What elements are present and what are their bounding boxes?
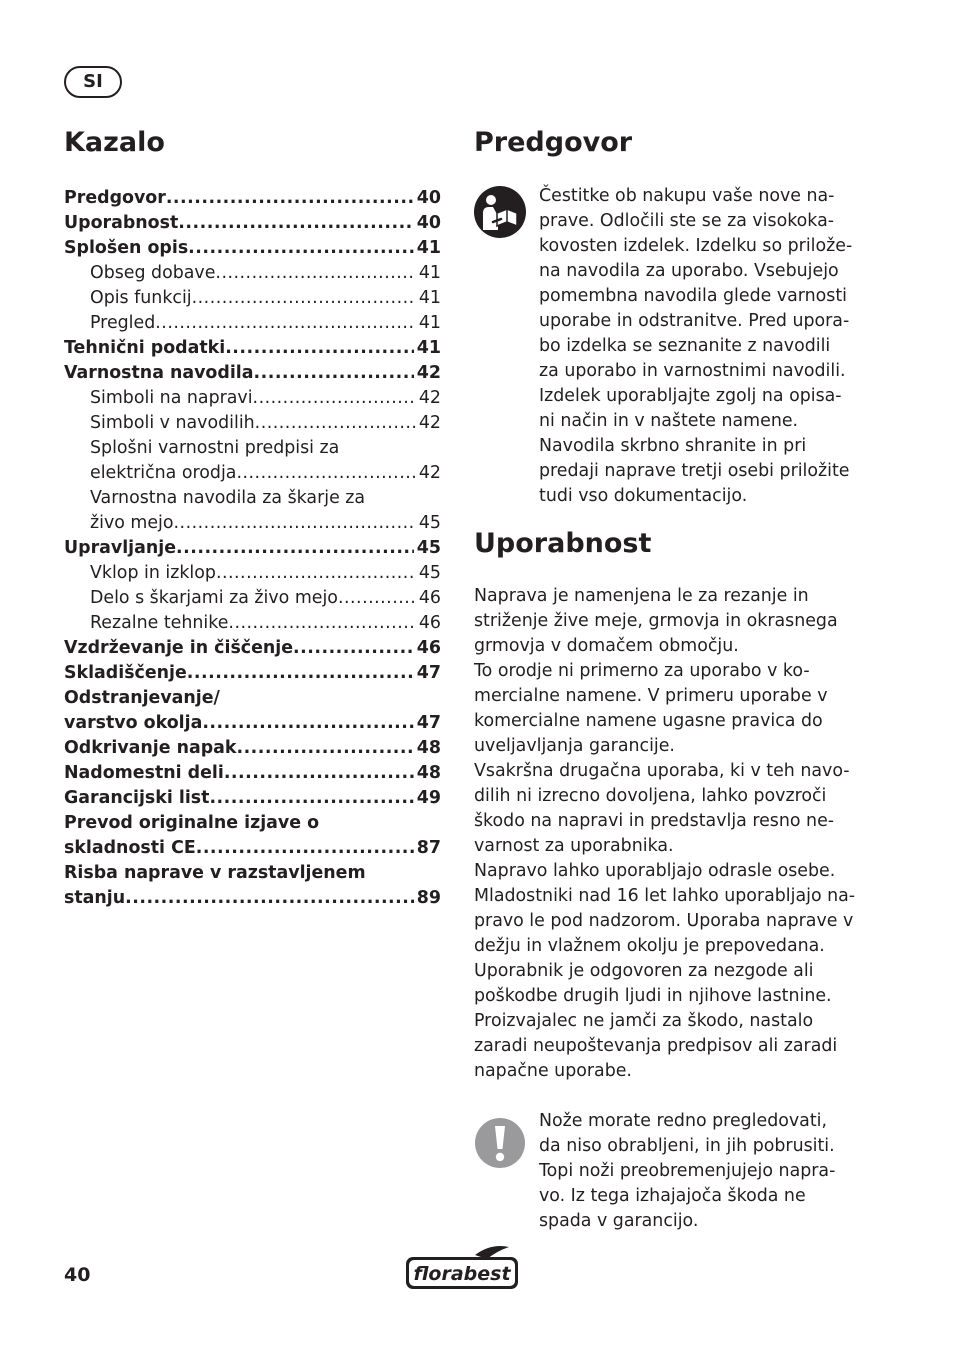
toc-entry (64, 333, 441, 358)
toc-entry-label: varstvo okolja (64, 713, 203, 733)
text-line: pomembna navodila glede varnosti (539, 286, 848, 306)
text-line: kovosten izdelek. Izdelku so prilože- (539, 236, 853, 256)
toc-entry (64, 183, 441, 208)
toc-leader-dots (155, 313, 416, 333)
toc-entry-page: 89 (416, 888, 441, 908)
toc-entry (64, 258, 441, 283)
text-line: komercialne namene ugasne pravica do (474, 711, 823, 731)
toc-entry-page: 41 (418, 263, 441, 283)
toc-entry (64, 583, 441, 608)
text-line: Vsakršna drugačna uporaba, ki v teh navo- (474, 761, 850, 781)
toc-entry-page: 46 (418, 613, 441, 633)
toc-entry-label: Odstranjevanje/ (64, 688, 220, 708)
toc-leader-dots (125, 888, 414, 908)
toc-entry-label: Simboli v navodilih (90, 413, 255, 433)
toc-entry (64, 758, 441, 783)
toc-entry-page: 47 (416, 663, 441, 683)
toc-entry (64, 833, 441, 858)
toc-entry-label: Obseg dobave (90, 263, 216, 283)
text-line: striženje žive meje, grmovja in okrasnega (474, 611, 838, 631)
text-line: pravo le pod nadzorom. Uporaba naprave v (474, 911, 854, 931)
toc-entry-page: 49 (416, 788, 441, 808)
toc-entry-label: Varnostna navodila za škarje za (90, 488, 366, 508)
florabest-logo (405, 1245, 519, 1291)
warning-text (539, 1109, 835, 1234)
toc-leader-dots (293, 638, 414, 658)
toc-entry (64, 608, 441, 633)
toc-entry-page: 47 (416, 713, 441, 733)
text-line: Navodila skrbno shranite in pri (539, 436, 807, 456)
toc-leader-dots (255, 413, 416, 433)
toc-entry-label: Upravljanje (64, 538, 177, 558)
toc-leader-dots (176, 538, 414, 558)
toc-entry (64, 533, 441, 558)
toc-entry-page: 42 (418, 388, 441, 408)
toc-leader-dots (202, 713, 413, 733)
toc-leader-dots (188, 238, 414, 258)
toc-entry (64, 808, 441, 833)
text-line: Topi noži preobremenjujejo napra- (539, 1161, 836, 1181)
toc-entry-label: Rezalne tehnike (90, 613, 229, 633)
toc-leader-dots (236, 738, 413, 758)
toc-entry-page: 45 (418, 513, 441, 533)
text-line: Mladostniki nad 16 let lahko uporabljajo na- (474, 886, 856, 906)
toc-entry-label: Nadomestni deli (64, 763, 224, 783)
toc-entry-label: Opis funkcij (90, 288, 192, 308)
text-line: prave. Odločili ste se za visokoka- (539, 211, 834, 231)
logo-text: florabest (413, 1263, 511, 1285)
toc-entry-label: električna orodja (90, 463, 237, 483)
language-badge: SI (64, 66, 122, 98)
text-line: škodo na napravi in predstavlja resno ne- (474, 811, 835, 831)
toc-entry-page: 40 (416, 213, 441, 233)
read-manual-icon (474, 186, 526, 238)
toc-entry (64, 458, 441, 483)
toc-leader-dots (166, 188, 414, 208)
text-line: ni način in v naštete namene. (539, 411, 799, 431)
text-line: za uporabo in varnostnimi navodili. (539, 361, 846, 381)
toc-entry (64, 783, 441, 808)
toc-entry-label: Simboli na napravi (90, 388, 253, 408)
toc-leader-dots (225, 338, 414, 358)
toc-entry-page: 41 (418, 313, 441, 333)
toc-entry (64, 858, 441, 883)
text-line: predaji naprave tretji osebi priložite (539, 461, 850, 481)
toc-entry-page: 46 (418, 588, 441, 608)
toc-entry (64, 358, 441, 383)
toc-entry (64, 733, 441, 758)
text-line: dilih ni izrecno dovoljena, lahko povzroči (474, 786, 827, 806)
toc-entry-page: 40 (416, 188, 441, 208)
toc-entry-label: Vzdrževanje in čiščenje (64, 638, 294, 658)
toc-entry-label: živo mejo (90, 513, 174, 533)
exclamation-icon (474, 1117, 526, 1169)
toc-entry (64, 508, 441, 533)
toc-entry-label: Risba naprave v razstavljenem (64, 863, 366, 883)
text-line: varnost za uporabnika. (474, 836, 674, 856)
foreword-text (539, 184, 852, 509)
toc-leader-dots (216, 563, 416, 583)
toc-entry (64, 708, 441, 733)
text-line: napačne uporabe. (474, 1061, 632, 1081)
toc-entry-label: Skladiščenje (64, 663, 187, 683)
text-line: Nože morate redno pregledovati, (539, 1111, 828, 1131)
toc-leader-dots (174, 513, 416, 533)
toc-leader-dots (215, 263, 415, 283)
usage-text (474, 584, 855, 1084)
toc-entry (64, 283, 441, 308)
table-of-contents (64, 183, 441, 908)
text-line: uporabe in odstranitve. Pred upora- (539, 311, 850, 331)
text-line: Čestitke ob nakupu vaše nove na- (539, 186, 835, 206)
toc-leader-dots (196, 838, 414, 858)
toc-entry-page: 42 (418, 413, 441, 433)
toc-entry-label: Splošen opis (64, 238, 189, 258)
text-line: spada v garancijo. (539, 1211, 699, 1231)
text-line: Proizvajalec ne jamči za škodo, nastalo (474, 1011, 814, 1031)
toc-entry (64, 483, 441, 508)
toc-entry-page: 48 (416, 763, 441, 783)
toc-leader-dots (253, 388, 416, 408)
toc-entry-label: Prevod originalne izjave o (64, 813, 320, 833)
page-number: 40 (64, 1264, 91, 1286)
text-line: poškodbe drugih ljudi in njihove lastnine. (474, 986, 832, 1006)
toc-entry-page: 46 (416, 638, 441, 658)
text-line: Uporabnik je odgovoren za nezgode ali (474, 961, 814, 981)
toc-leader-dots (192, 288, 416, 308)
text-line: To orodje ni primerno za uporabo v ko- (474, 661, 810, 681)
text-line: mercialne namene. V primeru uporabe v (474, 686, 828, 706)
usage-heading: Uporabnost (474, 528, 652, 559)
toc-leader-dots (224, 763, 414, 783)
toc-entry-label: skladnosti CE (64, 838, 196, 858)
toc-entry (64, 883, 441, 908)
toc-entry-label: Tehnični podatki (64, 338, 226, 358)
toc-entry (64, 208, 441, 233)
toc-entry-label: Garancijski list (64, 788, 210, 808)
toc-entry-label: Pregled (90, 313, 156, 333)
toc-entry (64, 233, 441, 258)
text-line: Naprava je namenjena le za rezanje in (474, 586, 809, 606)
foreword-heading: Predgovor (474, 127, 633, 158)
text-line: Izdelek uporabljajte zgolj na opisa- (539, 386, 842, 406)
toc-heading: Kazalo (64, 127, 165, 158)
toc-leader-dots (228, 613, 415, 633)
toc-entry-page: 41 (416, 338, 441, 358)
toc-entry-page: 48 (416, 738, 441, 758)
toc-entry-page: 87 (416, 838, 441, 858)
toc-entry-label: Uporabnost (64, 213, 179, 233)
toc-entry-label: stanju (64, 888, 126, 908)
toc-entry-label: Odkrivanje napak (64, 738, 237, 758)
text-line: tudi vso dokumentacijo. (539, 486, 748, 506)
toc-entry-page: 45 (416, 538, 441, 558)
toc-entry (64, 408, 441, 433)
toc-entry-page: 41 (418, 288, 441, 308)
toc-entry (64, 558, 441, 583)
toc-entry-label: Splošni varnostni predpisi za (90, 438, 340, 458)
text-line: vo. Iz tega izhajajoča škoda ne (539, 1186, 806, 1206)
toc-entry (64, 308, 441, 333)
text-line: dežju in vlažnem okolju je prepovedana. (474, 936, 825, 956)
toc-entry-page: 41 (416, 238, 441, 258)
toc-entry-page: 42 (418, 463, 441, 483)
toc-leader-dots (209, 788, 413, 808)
toc-leader-dots (338, 588, 416, 608)
toc-entry (64, 658, 441, 683)
toc-entry-page: 42 (416, 363, 441, 383)
toc-entry (64, 383, 441, 408)
toc-entry (64, 633, 441, 658)
text-line: Napravo lahko uporabljajo odrasle osebe. (474, 861, 836, 881)
text-line: da niso obrabljeni, in jih pobrusiti. (539, 1136, 835, 1156)
toc-entry-label: Predgovor (64, 188, 166, 208)
toc-entry-label: Varnostna navodila (64, 363, 254, 383)
toc-entry-page: 45 (418, 563, 441, 583)
toc-entry-label: Vklop in izklop (90, 563, 216, 583)
toc-entry-label: Delo s škarjami za živo mejo (90, 588, 338, 608)
toc-entry (64, 683, 441, 708)
text-line: na navodila za uporabo. Vsebujejo (539, 261, 839, 281)
toc-leader-dots (236, 463, 415, 483)
toc-leader-dots (254, 363, 414, 383)
toc-leader-dots (187, 663, 414, 683)
text-line: zaradi neupoštevanja predpisov ali zaradi (474, 1036, 838, 1056)
text-line: bo izdelka se seznanite z navodili (539, 336, 831, 356)
toc-leader-dots (178, 213, 414, 233)
text-line: uveljavljanja garancije. (474, 736, 675, 756)
toc-entry (64, 433, 441, 458)
text-line: grmovja v domačem območju. (474, 636, 739, 656)
